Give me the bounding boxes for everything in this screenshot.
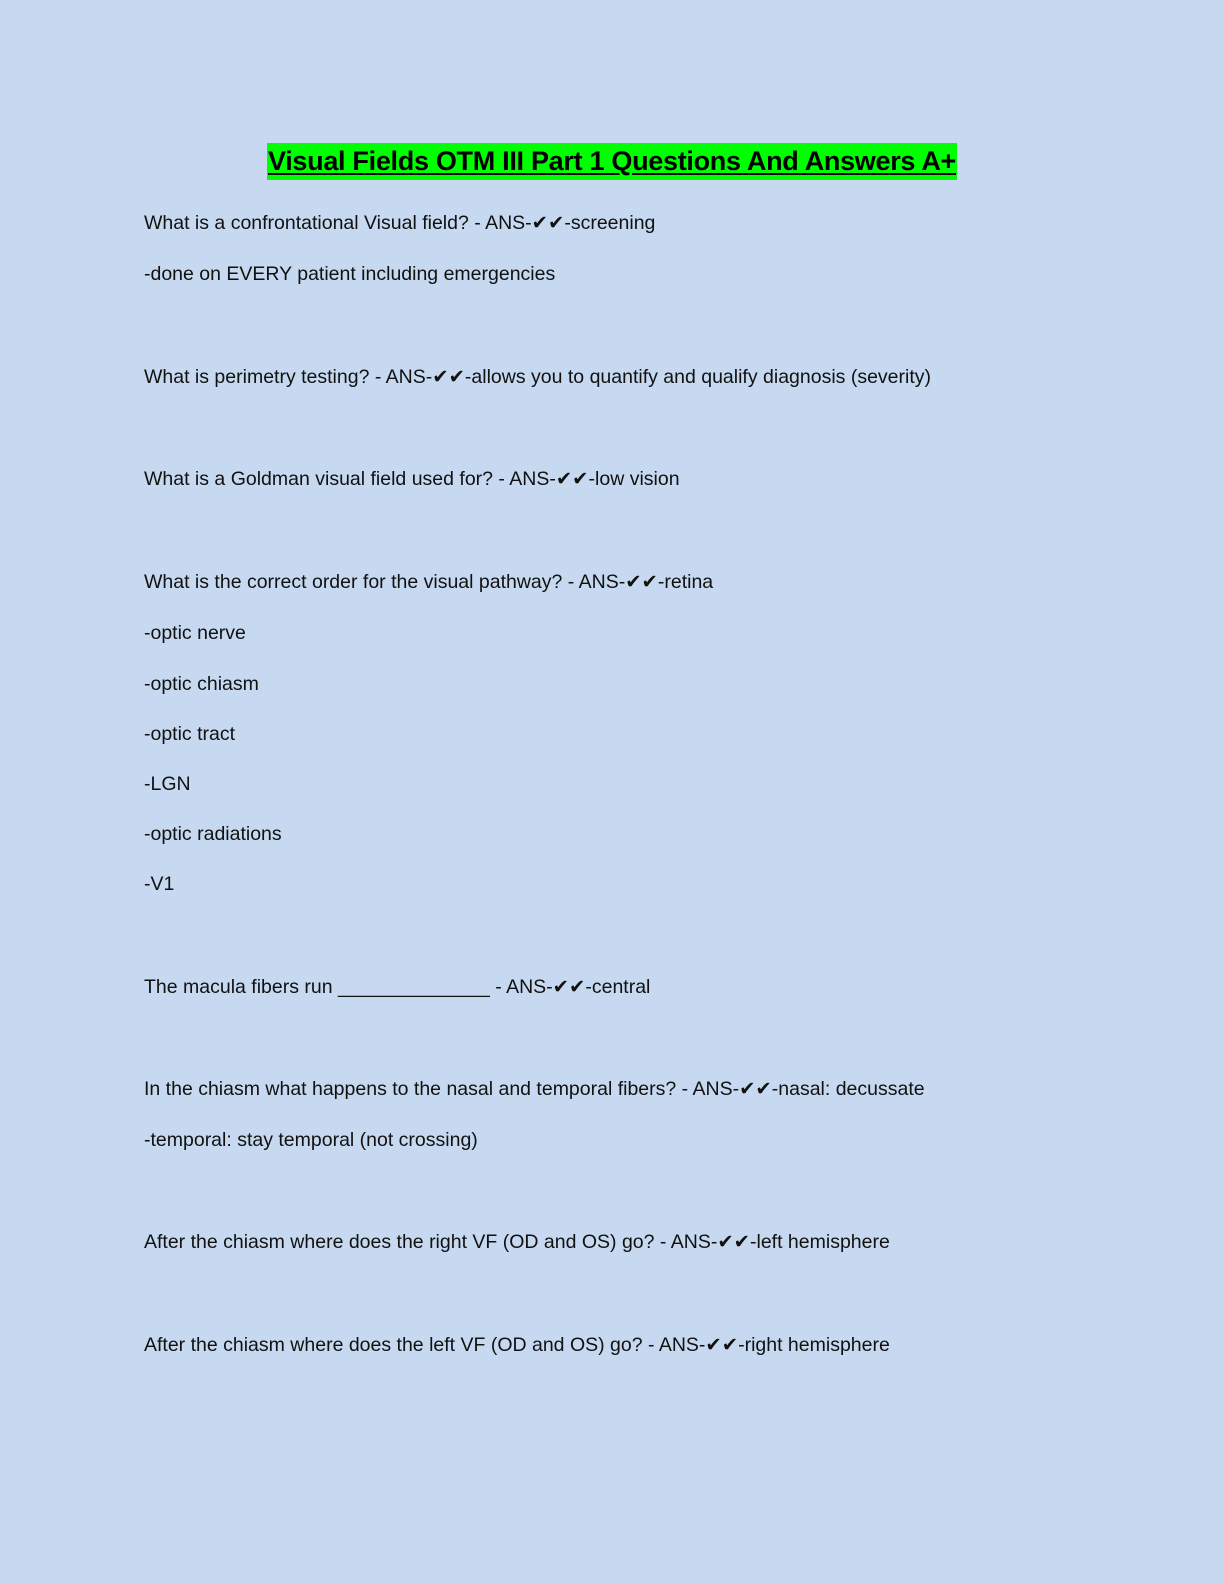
- qa-line: -optic chiasm: [144, 673, 259, 695]
- qa-line: What is a Goldman visual field used for? - ANS-✔✔-low vision: [144, 468, 680, 490]
- qa-line: -temporal: stay temporal (not crossing): [144, 1129, 478, 1151]
- qa-line: -optic nerve: [144, 622, 246, 644]
- qa-line: What is the correct order for the visual pathway? - ANS-✔✔-retina: [144, 571, 714, 593]
- qa-line: -V1: [144, 873, 175, 895]
- document-title: Visual Fields OTM III Part 1 Questions And Answers A+: [267, 143, 957, 180]
- qa-line: After the chiasm where does the left VF (OD and OS) go? - ANS-✔✔-right hemisphere: [144, 1334, 890, 1356]
- qa-line: -optic tract: [144, 723, 236, 745]
- qa-line: What is perimetry testing? - ANS-✔✔-allows you to quantify and qualify diagnosis (severity): [144, 366, 931, 388]
- qa-line: After the chiasm where does the right VF (OD and OS) go? - ANS-✔✔-left hemisphere: [144, 1231, 890, 1253]
- qa-line: What is a confrontational Visual field? - ANS-✔✔-screening: [144, 212, 656, 234]
- qa-line: -optic radiations: [144, 823, 282, 845]
- qa-line: -LGN: [144, 773, 191, 795]
- qa-line: In the chiasm what happens to the nasal and temporal fibers? - ANS-✔✔-nasal: decussate: [144, 1078, 925, 1100]
- qa-line: -done on EVERY patient including emergencies: [144, 263, 556, 285]
- qa-line: The macula fibers run ______________ - ANS-✔✔-central: [144, 976, 651, 998]
- title-container: [0, 143, 1224, 180]
